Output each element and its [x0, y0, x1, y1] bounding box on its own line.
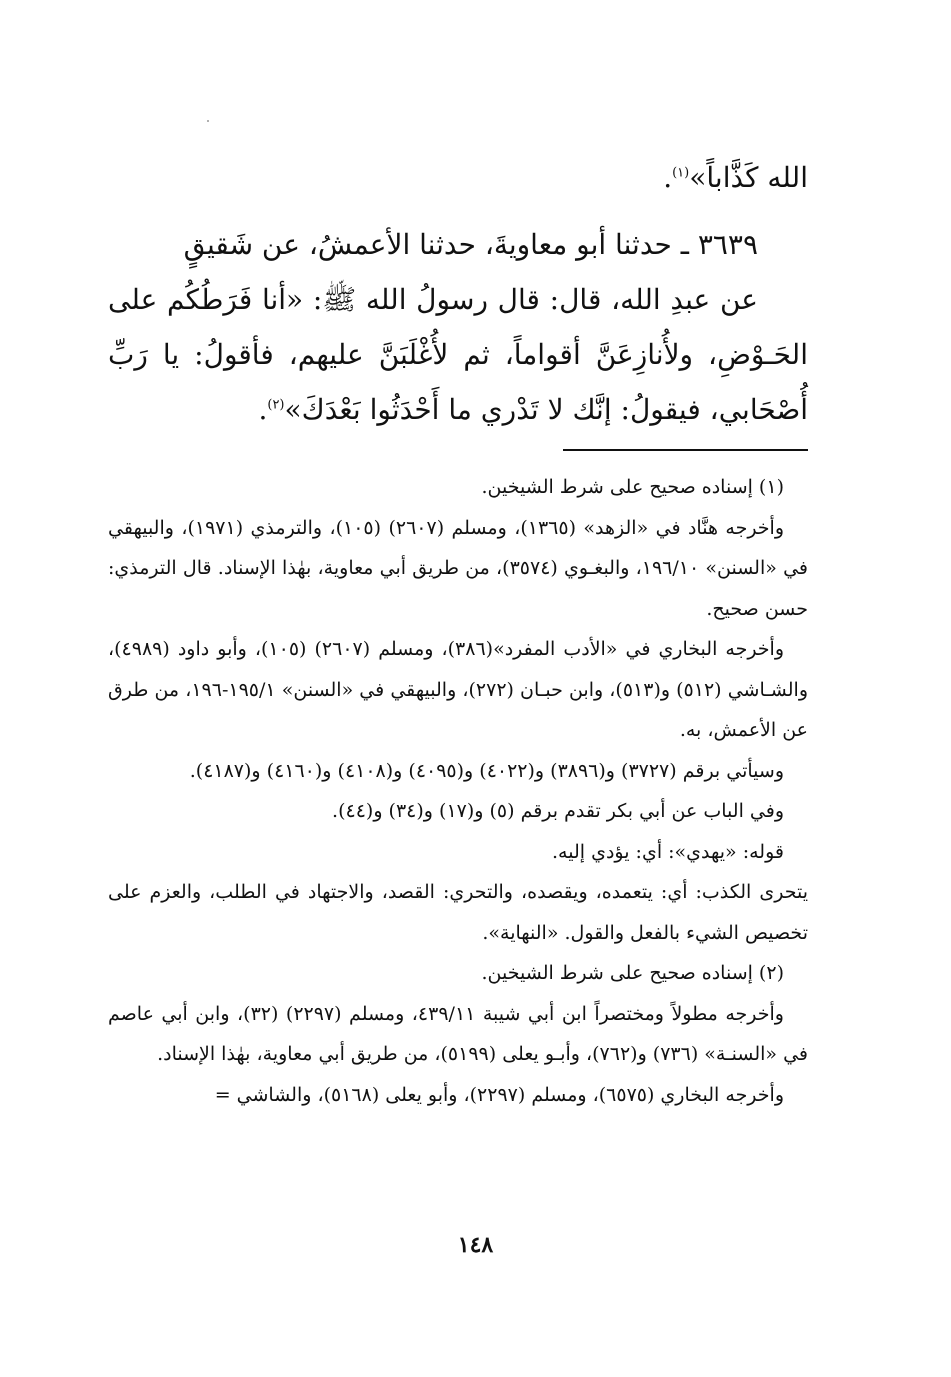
hadith-continuation: الله كَذَّاباً»$^{(١)}$.: [663, 161, 808, 194]
footnote-separator-wrap: [108, 437, 808, 467]
continuation-text: الله كَذَّاباً»: [689, 161, 808, 194]
hadith-isnad: ٣٦٣٩ ـ حدثنا أبو معاويةَ، حدثنا الأعمشُ، عن شَقيقٍ: [183, 228, 758, 261]
page-body: [108, 150, 808, 1115]
footnote-line: وأخرجه البخاري (٦٥٧٥)، ومسلم (٢٢٩٧)، وأبو يعلى (٥١٦٨)، والشاشي =: [214, 1083, 784, 1106]
matn-text: عن عبدِ الله، قال: قال رسولُ الله ﷺ: «أنا فَرَطُكُم على الحَـوْضِ، ولأُنازِعَنَّ أقواماً، ثم لأُغْلَبَنَّ عليهم، فأقولُ: يا رَبِّ أُصْحَابي، فيقولُ: إنَّك لا تَدْري ما أَحْدَثُوا بَعْدَكَ»: [108, 283, 808, 426]
footnotes: [108, 467, 808, 1115]
footnote-separator: [563, 449, 808, 451]
page-number: ١٤٨: [457, 1232, 494, 1258]
footnote-line: (١) إسناده صحيح على شرط الشيخين.: [481, 476, 784, 498]
footnote-line: يتحرى الكذب: أي: يتعمده، ويقصده، والتحري: القصد، والاجتهاد في الطلب، والعزم على تخصيص الشيء بالفعل والقول. «النهاية».: [108, 881, 808, 944]
footnote-line: وفي الباب عن أبي بكر تقدم برقم (٥) و(١٧) و(٣٤) و(٤٤).: [332, 800, 784, 822]
scan-speck: [207, 120, 209, 122]
footnote-line: (٢) إسناده صحيح على شرط الشيخين.: [481, 962, 784, 984]
footnote-line: قوله: «يهدي»: أي: يؤدي إليه.: [552, 840, 784, 863]
footnote-ref-1: (١): [672, 165, 690, 181]
footnote-line: وأخرجه مطولاً ومختصراً ابن أبي شيبة ٤٣٩/١١، ومسلم (٢٢٩٧) (٣٢)، وابن أبي عاصم في «السنـة» (٧٣٦) و(٧٦٢)، وأبـو يعلى (٥١٩٩)، من طريق أبي معاوية، بهٰذا الإسناد.: [108, 1002, 808, 1065]
hadith-text: [108, 150, 808, 437]
footnote-line: وأخرجه البخاري في «الأدب المفرد»(٣٨٦)، ومسلم (٢٦٠٧) (١٠٥)، وأبو داود (٤٩٨٩)، والشـاشي (٥١٢) و(٥١٣)، وابن حبـان (٢٧٢)، والبيهقي في «السنن» ١٩٥/١-١٩٦، من طرق عن الأعمش، به.: [108, 638, 808, 741]
footnote-line: وسيأتي برقم (٣٧٢٧) و(٣٨٩٦) و(٤٠٢٢) و(٤٠٩٥) و(٤١٠٨) و(٤١٦٠) و(٤١٨٧).: [189, 759, 784, 782]
hadith-matn: عن عبدِ الله، قال: قال رسولُ الله ﷺ: «أنا فَرَطُكُم على الحَـوْضِ، ولأُنازِعَنَّ أقواماً، ثم لأُغْلَبَنَّ عليهم، فأقولُ: يا رَبِّ أُصْحَابي، فيقولُ: إنَّك لا تَدْري ما أَحْدَثُوا بَعْدَكَ»$^{(٢)}$.: [108, 283, 808, 426]
footnote-ref-2: (٢): [267, 397, 285, 413]
footnote-line: وأخرجه هنَّاد في «الزهد» (١٣٦٥)، ومسلم (٢٦٠٧) (١٠٥)، والترمذي (١٩٧١)، والبيهقي في «السنن» ١٩٦/١٠، والبغـوي (٣٥٧٤)، من طريق أبي معاوية، بهٰذا الإسناد. قال الترمذي: حسن صحيح.: [108, 516, 808, 620]
